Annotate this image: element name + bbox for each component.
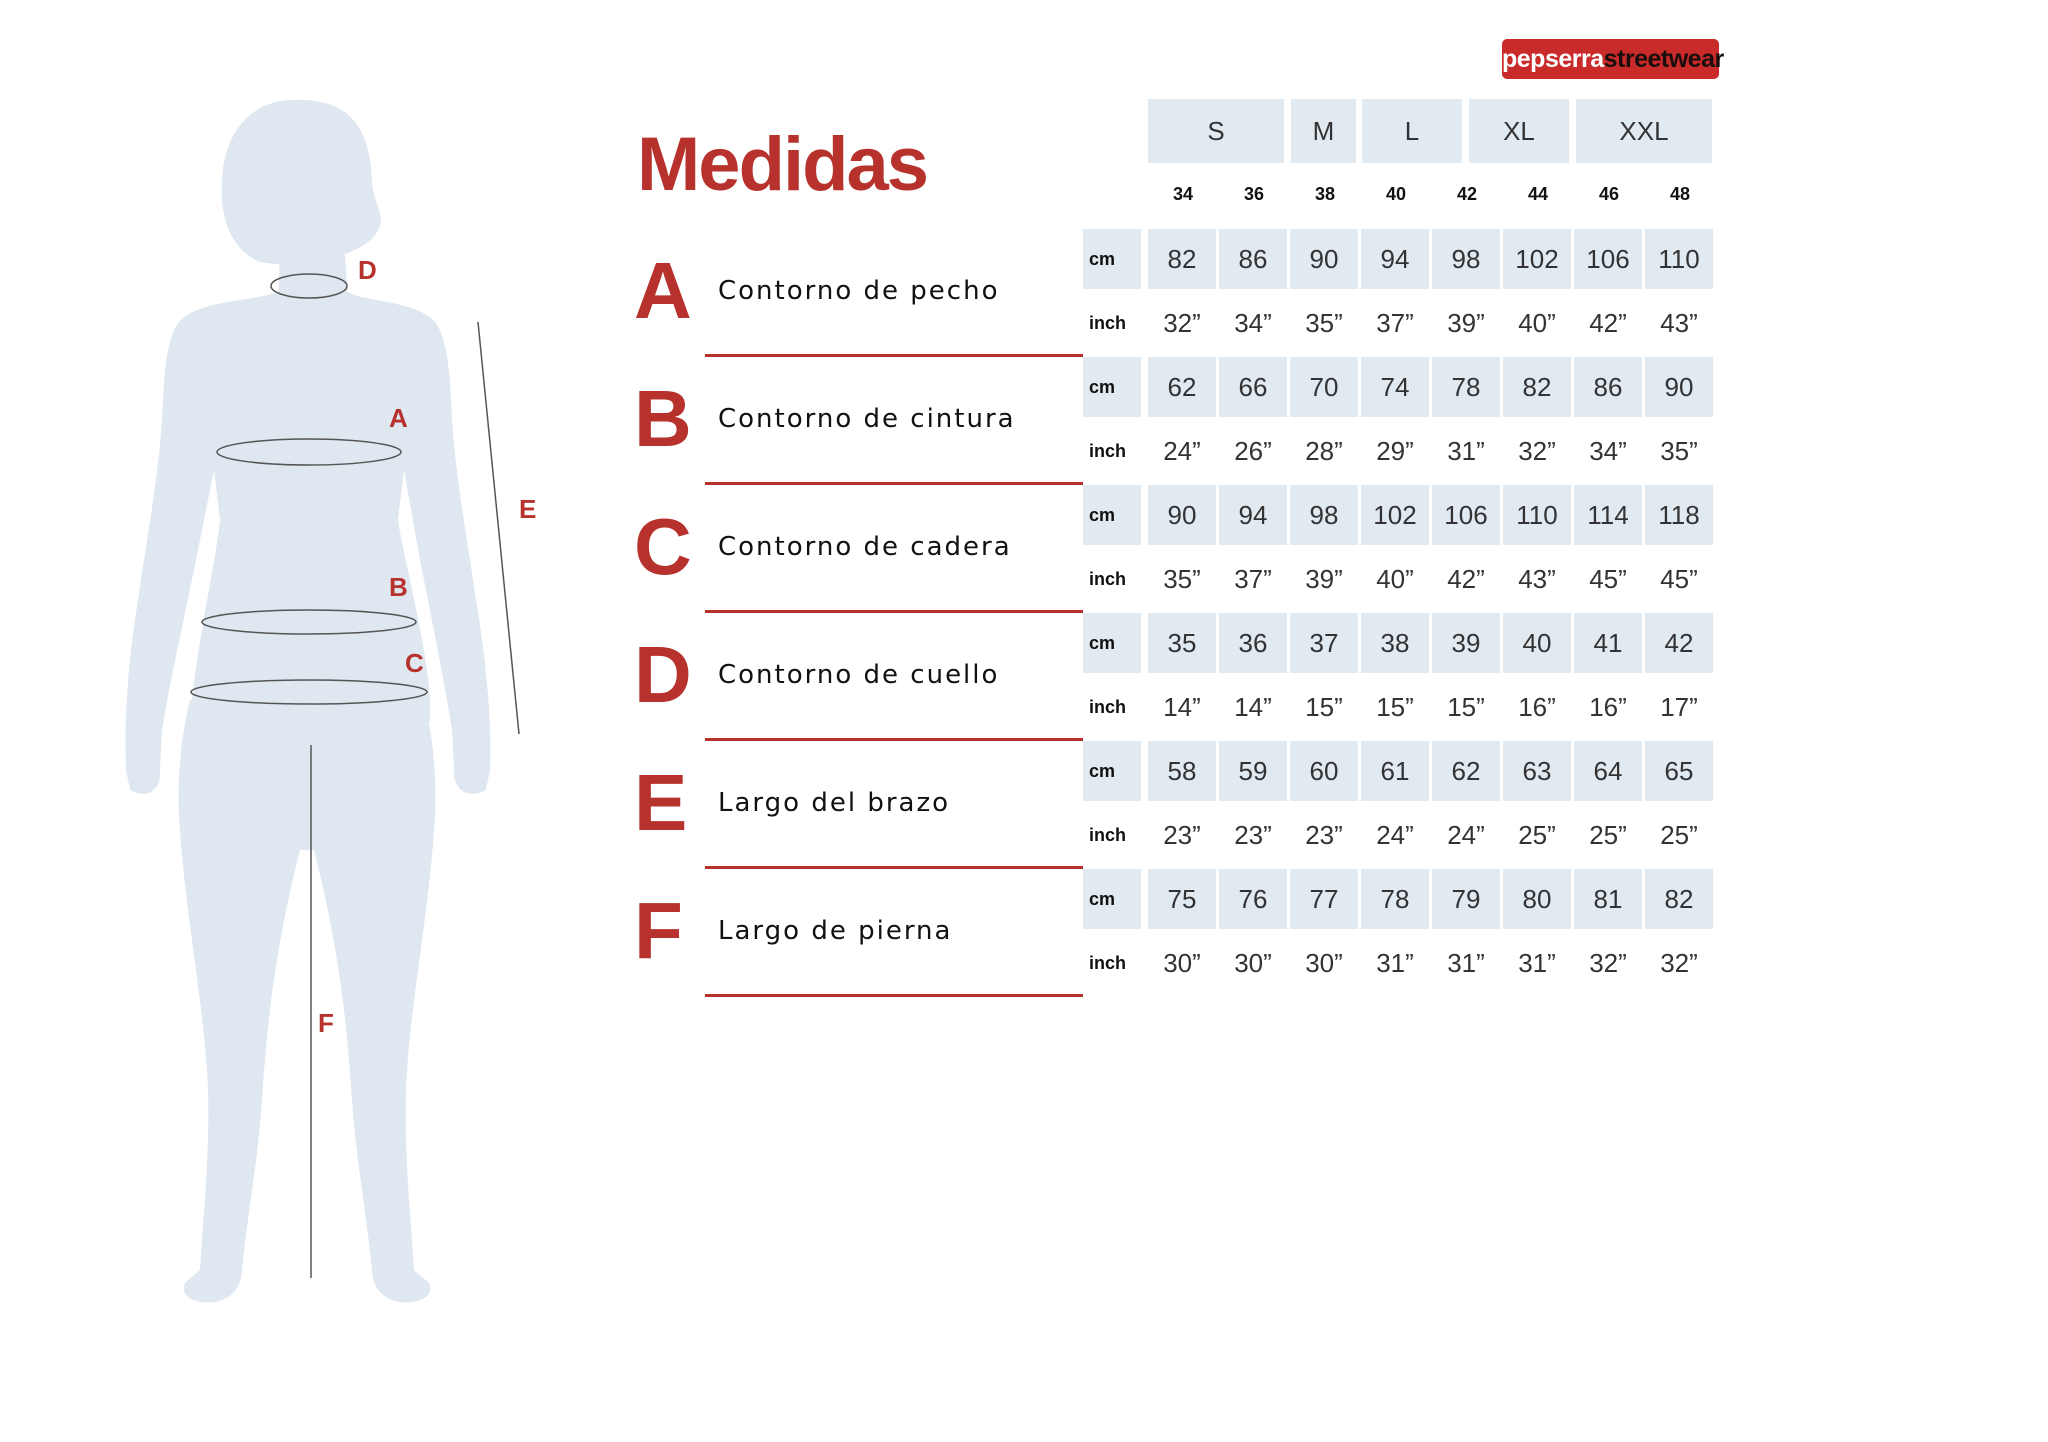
table-cell: 31” xyxy=(1447,948,1485,978)
table-cell: 40 xyxy=(1503,613,1571,673)
measure-divider xyxy=(705,994,1083,997)
measure-divider xyxy=(705,354,1083,357)
table-cell: 81 xyxy=(1574,869,1642,929)
eu-size-label: 36 xyxy=(1243,184,1265,204)
table-cell: 32” xyxy=(1163,308,1201,338)
table-cell: 31” xyxy=(1518,948,1556,978)
table-cell: 29” xyxy=(1376,436,1414,466)
table-cell: 30” xyxy=(1163,948,1201,978)
eu-size-label: 34 xyxy=(1172,184,1194,204)
measure-letter: B xyxy=(634,374,692,463)
measure-name: Contorno de cintura xyxy=(718,404,1016,434)
table-cell: 32” xyxy=(1660,948,1698,978)
size-header-l: L xyxy=(1362,99,1462,163)
table-cell: 45” xyxy=(1660,564,1698,594)
unit-label-cm: cm xyxy=(1083,229,1141,289)
table-cell: 26” xyxy=(1234,436,1272,466)
table-cell: 35 xyxy=(1148,613,1216,673)
measure-letter: F xyxy=(634,886,683,975)
size-header-s: S xyxy=(1148,99,1284,163)
table-cell: 61 xyxy=(1361,741,1429,801)
table-cell: 16” xyxy=(1518,692,1556,722)
table-cell: 31” xyxy=(1447,436,1485,466)
unit-label-cm: cm xyxy=(1083,357,1141,417)
table-cell: 106 xyxy=(1574,229,1642,289)
eu-size-label: 48 xyxy=(1669,184,1691,204)
size-header-xl: XL xyxy=(1469,99,1569,163)
unit-label-cm: cm xyxy=(1083,741,1141,801)
table-cell: 30” xyxy=(1234,948,1272,978)
size-header-xxl: XXL xyxy=(1576,99,1712,163)
measure-letter: A xyxy=(634,246,692,335)
table-cell: 35” xyxy=(1305,308,1343,338)
table-cell: 70 xyxy=(1290,357,1358,417)
table-cell: 43” xyxy=(1660,308,1698,338)
table-cell: 28” xyxy=(1305,436,1343,466)
table-cell: 32” xyxy=(1589,948,1627,978)
table-cell: 64 xyxy=(1574,741,1642,801)
table-cell: 31” xyxy=(1376,948,1414,978)
table-cell: 45” xyxy=(1589,564,1627,594)
measure-letter: D xyxy=(634,630,692,719)
unit-label-inch: inch xyxy=(1089,825,1127,845)
table-cell: 39” xyxy=(1305,564,1343,594)
table-cell: 90 xyxy=(1645,357,1713,417)
marker-d: D xyxy=(358,255,377,285)
unit-label-inch: inch xyxy=(1089,697,1127,717)
marker-f: F xyxy=(318,1008,334,1038)
table-cell: 102 xyxy=(1361,485,1429,545)
table-cell: 58 xyxy=(1148,741,1216,801)
table-cell: 78 xyxy=(1361,869,1429,929)
table-cell: 16” xyxy=(1589,692,1627,722)
brand-name-part2: streetwear xyxy=(1603,45,1724,73)
table-cell: 66 xyxy=(1219,357,1287,417)
table-cell: 94 xyxy=(1219,485,1287,545)
table-cell: 94 xyxy=(1361,229,1429,289)
table-cell: 90 xyxy=(1148,485,1216,545)
table-cell: 79 xyxy=(1432,869,1500,929)
table-cell: 25” xyxy=(1589,820,1627,850)
measure-divider xyxy=(705,738,1083,741)
eu-size-label: 46 xyxy=(1598,184,1620,204)
table-cell: 118 xyxy=(1645,485,1713,545)
unit-label-inch: inch xyxy=(1089,569,1127,589)
measure-letter: C xyxy=(634,502,692,591)
table-cell: 40” xyxy=(1376,564,1414,594)
unit-label-inch: inch xyxy=(1089,441,1127,461)
measure-divider xyxy=(705,610,1083,613)
table-cell: 23” xyxy=(1234,820,1272,850)
table-cell: 14” xyxy=(1234,692,1272,722)
table-cell: 59 xyxy=(1219,741,1287,801)
table-cell: 25” xyxy=(1660,820,1698,850)
table-cell: 24” xyxy=(1163,436,1201,466)
table-cell: 23” xyxy=(1163,820,1201,850)
table-cell: 24” xyxy=(1447,820,1485,850)
table-cell: 15” xyxy=(1447,692,1485,722)
table-cell: 37” xyxy=(1234,564,1272,594)
table-cell: 60 xyxy=(1290,741,1358,801)
table-cell: 106 xyxy=(1432,485,1500,545)
table-cell: 98 xyxy=(1432,229,1500,289)
eu-size-label: 40 xyxy=(1385,184,1407,204)
table-cell: 42 xyxy=(1645,613,1713,673)
table-cell: 42” xyxy=(1589,308,1627,338)
table-cell: 80 xyxy=(1503,869,1571,929)
measure-letter: E xyxy=(634,758,688,847)
page-title: Medidas xyxy=(637,122,928,207)
brand-logo xyxy=(1502,39,1724,79)
table-cell: 86 xyxy=(1219,229,1287,289)
table-cell: 90 xyxy=(1290,229,1358,289)
table-cell: 38 xyxy=(1361,613,1429,673)
table-cell: 17” xyxy=(1660,692,1698,722)
table-cell: 77 xyxy=(1290,869,1358,929)
body-figure-illustration xyxy=(0,0,560,1442)
body-silhouette xyxy=(0,0,560,1442)
table-cell: 78 xyxy=(1432,357,1500,417)
table-cell: 110 xyxy=(1645,229,1713,289)
table-cell: 110 xyxy=(1503,485,1571,545)
table-cell: 82 xyxy=(1645,869,1713,929)
table-cell: 40” xyxy=(1518,308,1556,338)
measure-name: Contorno de pecho xyxy=(718,276,1000,306)
table-cell: 42” xyxy=(1447,564,1485,594)
table-cell: 62 xyxy=(1432,741,1500,801)
table-cell: 65 xyxy=(1645,741,1713,801)
size-header-m: M xyxy=(1291,99,1356,163)
table-cell: 114 xyxy=(1574,485,1642,545)
table-cell: 36 xyxy=(1219,613,1287,673)
measure-name: Contorno de cadera xyxy=(718,532,1012,562)
marker-b: B xyxy=(389,572,408,602)
unit-label-cm: cm xyxy=(1083,613,1141,673)
marker-e: E xyxy=(519,494,537,524)
table-cell: 62 xyxy=(1148,357,1216,417)
table-cell: 25” xyxy=(1518,820,1556,850)
table-cell: 30” xyxy=(1305,948,1343,978)
table-cell: 37 xyxy=(1290,613,1358,673)
table-cell: 63 xyxy=(1503,741,1571,801)
table-cell: 15” xyxy=(1305,692,1343,722)
table-cell: 35” xyxy=(1660,436,1698,466)
table-cell: 41 xyxy=(1574,613,1642,673)
table-cell: 24” xyxy=(1376,820,1414,850)
marker-a: A xyxy=(389,403,408,433)
eu-size-label: 42 xyxy=(1456,184,1478,204)
table-cell: 102 xyxy=(1503,229,1571,289)
table-cell: 39” xyxy=(1447,308,1485,338)
marker-c: C xyxy=(405,648,424,678)
table-cell: 35” xyxy=(1163,564,1201,594)
measure-name: Contorno de cuello xyxy=(718,660,1000,690)
table-cell: 82 xyxy=(1148,229,1216,289)
measure-name: Largo del brazo xyxy=(718,788,950,818)
table-cell: 23” xyxy=(1305,820,1343,850)
unit-label-cm: cm xyxy=(1083,485,1141,545)
table-cell: 76 xyxy=(1219,869,1287,929)
table-cell: 74 xyxy=(1361,357,1429,417)
table-cell: 34” xyxy=(1234,308,1272,338)
unit-label-cm: cm xyxy=(1083,869,1141,929)
table-cell: 14” xyxy=(1163,692,1201,722)
table-cell: 98 xyxy=(1290,485,1358,545)
table-cell: 43” xyxy=(1518,564,1556,594)
unit-label-inch: inch xyxy=(1089,313,1127,333)
table-cell: 39 xyxy=(1432,613,1500,673)
eu-size-label: 38 xyxy=(1314,184,1336,204)
table-cell: 37” xyxy=(1376,308,1414,338)
table-cell: 86 xyxy=(1574,357,1642,417)
measure-divider xyxy=(705,866,1083,869)
table-cell: 82 xyxy=(1503,357,1571,417)
eu-size-label: 44 xyxy=(1527,184,1549,204)
measure-divider xyxy=(705,482,1083,485)
table-cell: 32” xyxy=(1518,436,1556,466)
measure-name: Largo de pierna xyxy=(718,916,953,946)
table-cell: 15” xyxy=(1376,692,1414,722)
unit-label-inch: inch xyxy=(1089,953,1127,973)
table-cell: 34” xyxy=(1589,436,1627,466)
table-cell: 75 xyxy=(1148,869,1216,929)
brand-name-part1: pepserra xyxy=(1502,45,1604,73)
